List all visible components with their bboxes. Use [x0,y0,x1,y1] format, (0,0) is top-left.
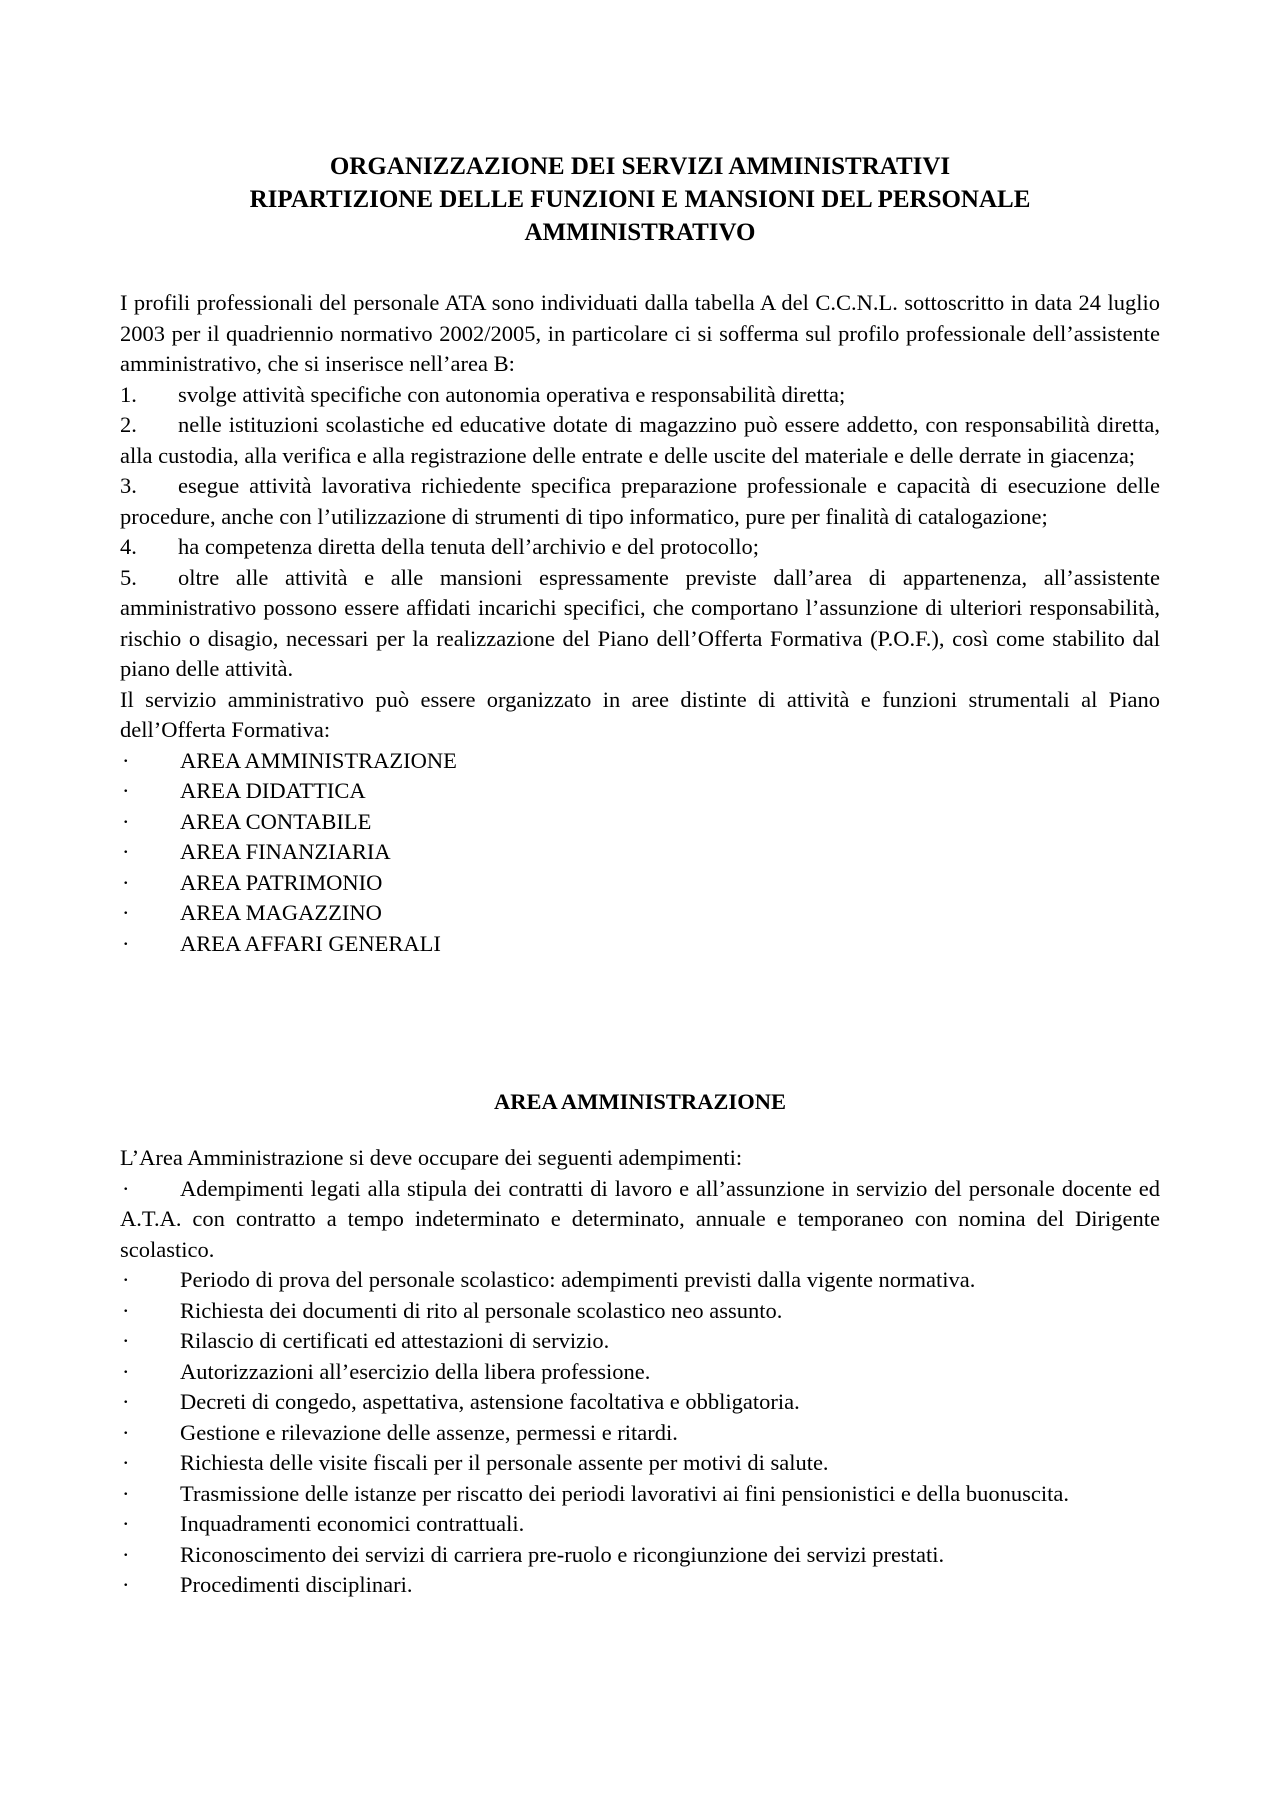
intro-paragraph: I profili professionali del personale ATA sono individuati dalla tabella A del C.C.N.L. sottoscritto in data 24 luglio 2003 per il quadriennio normativo 2002/2005, in particolare ci si sofferma sul profilo professionale dell’assistente amministrativo, che si inserisce nell’area B: [120,290,1160,376]
numbered-item: 3. esegue attività lavorativa richiedente specifica preparazione professionale e capacità di esecuzione delle procedure, anche con l’utilizzazione di strumenti di tipo informatico, pure per finalità di catalogazione; [120,473,1160,529]
numbered-item: 2. nelle istituzioni scolastiche ed educative dotate di magazzino può essere addetto, con responsabilità diretta, alla custodia, alla verifica e alla registrazione delle entrate e delle uscite del materiale e delle derrate in giacenza; [120,412,1160,468]
list-item: · AREA PATRIMONIO [122,869,383,895]
list-item: · AREA AMMINISTRAZIONE [122,747,457,773]
list-item: · Adempimenti legati alla stipula dei contratti di lavoro e all’assunzione in servizio del personale docente ed A.T.A. con contratto a tempo indeterminato e determinato, annuale e temporaneo con nomina del Dirigente scolastico. [120,1175,1160,1262]
list-item: · Inquadramenti economici contrattuali. [122,1511,525,1536]
document-title [120,150,1160,249]
organization-paragraph: Il servizio amministrativo può essere organizzato in aree distinte di attività e funzioni strumentali al Piano dell’Offerta Formativa: [120,686,1160,742]
list-item: · Richiesta delle visite fiscali per il personale assente per motivi di salute. [122,1450,829,1475]
list-item: · Richiesta dei documenti di rito al personale scolastico neo assunto. [122,1297,783,1323]
duties-list [120,1174,1160,1601]
list-item: · AREA AFFARI GENERALI [122,930,441,956]
numbered-item: 5. oltre alle attività e alle mansioni espressamente previste dall’area di appartenenza, all’assistente amministrativo possono essere affidati incarichi specifici, che comportano l’assunzione di ulteriori responsabilità, rischio o disagio, necessari per la realizzazione del Piano dell’Offerta Formativa (P.O.F.), così come stabilito dal piano delle attività. [120,564,1160,681]
list-item: · Rilascio di certificati ed attestazioni di servizio. [122,1328,610,1353]
title-line-1: ORGANIZZAZIONE DEI SERVIZI AMMINISTRATIVI [329,153,951,180]
list-item: · AREA CONTABILE [122,808,372,834]
list-item: · Riconoscimento dei servizi di carriera pre-ruolo e ricongiunzione dei servizi prestati. [122,1541,945,1567]
section-heading: AREA AMMINISTRAZIONE [494,1089,786,1114]
list-item: · Autorizzazioni all’esercizio della libera professione. [122,1358,651,1384]
section-intro: L’Area Amministrazione si deve occupare dei seguenti adempimenti: [120,1145,743,1170]
title-line-2: RIPARTIZIONE DELLE FUNZIONI E MANSIONI DEL PERSONALE [249,186,1031,213]
numbered-list [120,380,1160,685]
list-item: · AREA MAGAZZINO [122,900,382,925]
list-item: · Trasmissione delle istanze per riscatto dei periodi lavorativi ai fini pensionistici e della buonuscita. [122,1480,1069,1506]
numbered-item: 4. ha competenza diretta della tenuta dell’archivio e del protocollo; [120,534,760,559]
list-item: · Periodo di prova del personale scolastico: adempimenti previsti dalla vigente normativa. [122,1267,976,1292]
areas-list [120,746,1160,960]
intro-section [120,288,1160,959]
list-item: · Gestione e rilevazione delle assenze, permessi e ritardi. [122,1419,678,1445]
title-line-3: AMMINISTRATIVO [524,219,756,246]
list-item: · AREA FINANZIARIA [122,839,391,864]
list-item: · Procedimenti disciplinari. [122,1572,413,1597]
administration-section [120,1143,1160,1601]
list-item: · Decreti di congedo, aspettativa, astensione facoltativa e obbligatoria. [122,1389,800,1414]
numbered-item: 1. svolge attività specifiche con autonomia operativa e responsabilità diretta; [120,381,846,407]
list-item: · AREA DIDATTICA [122,778,366,803]
